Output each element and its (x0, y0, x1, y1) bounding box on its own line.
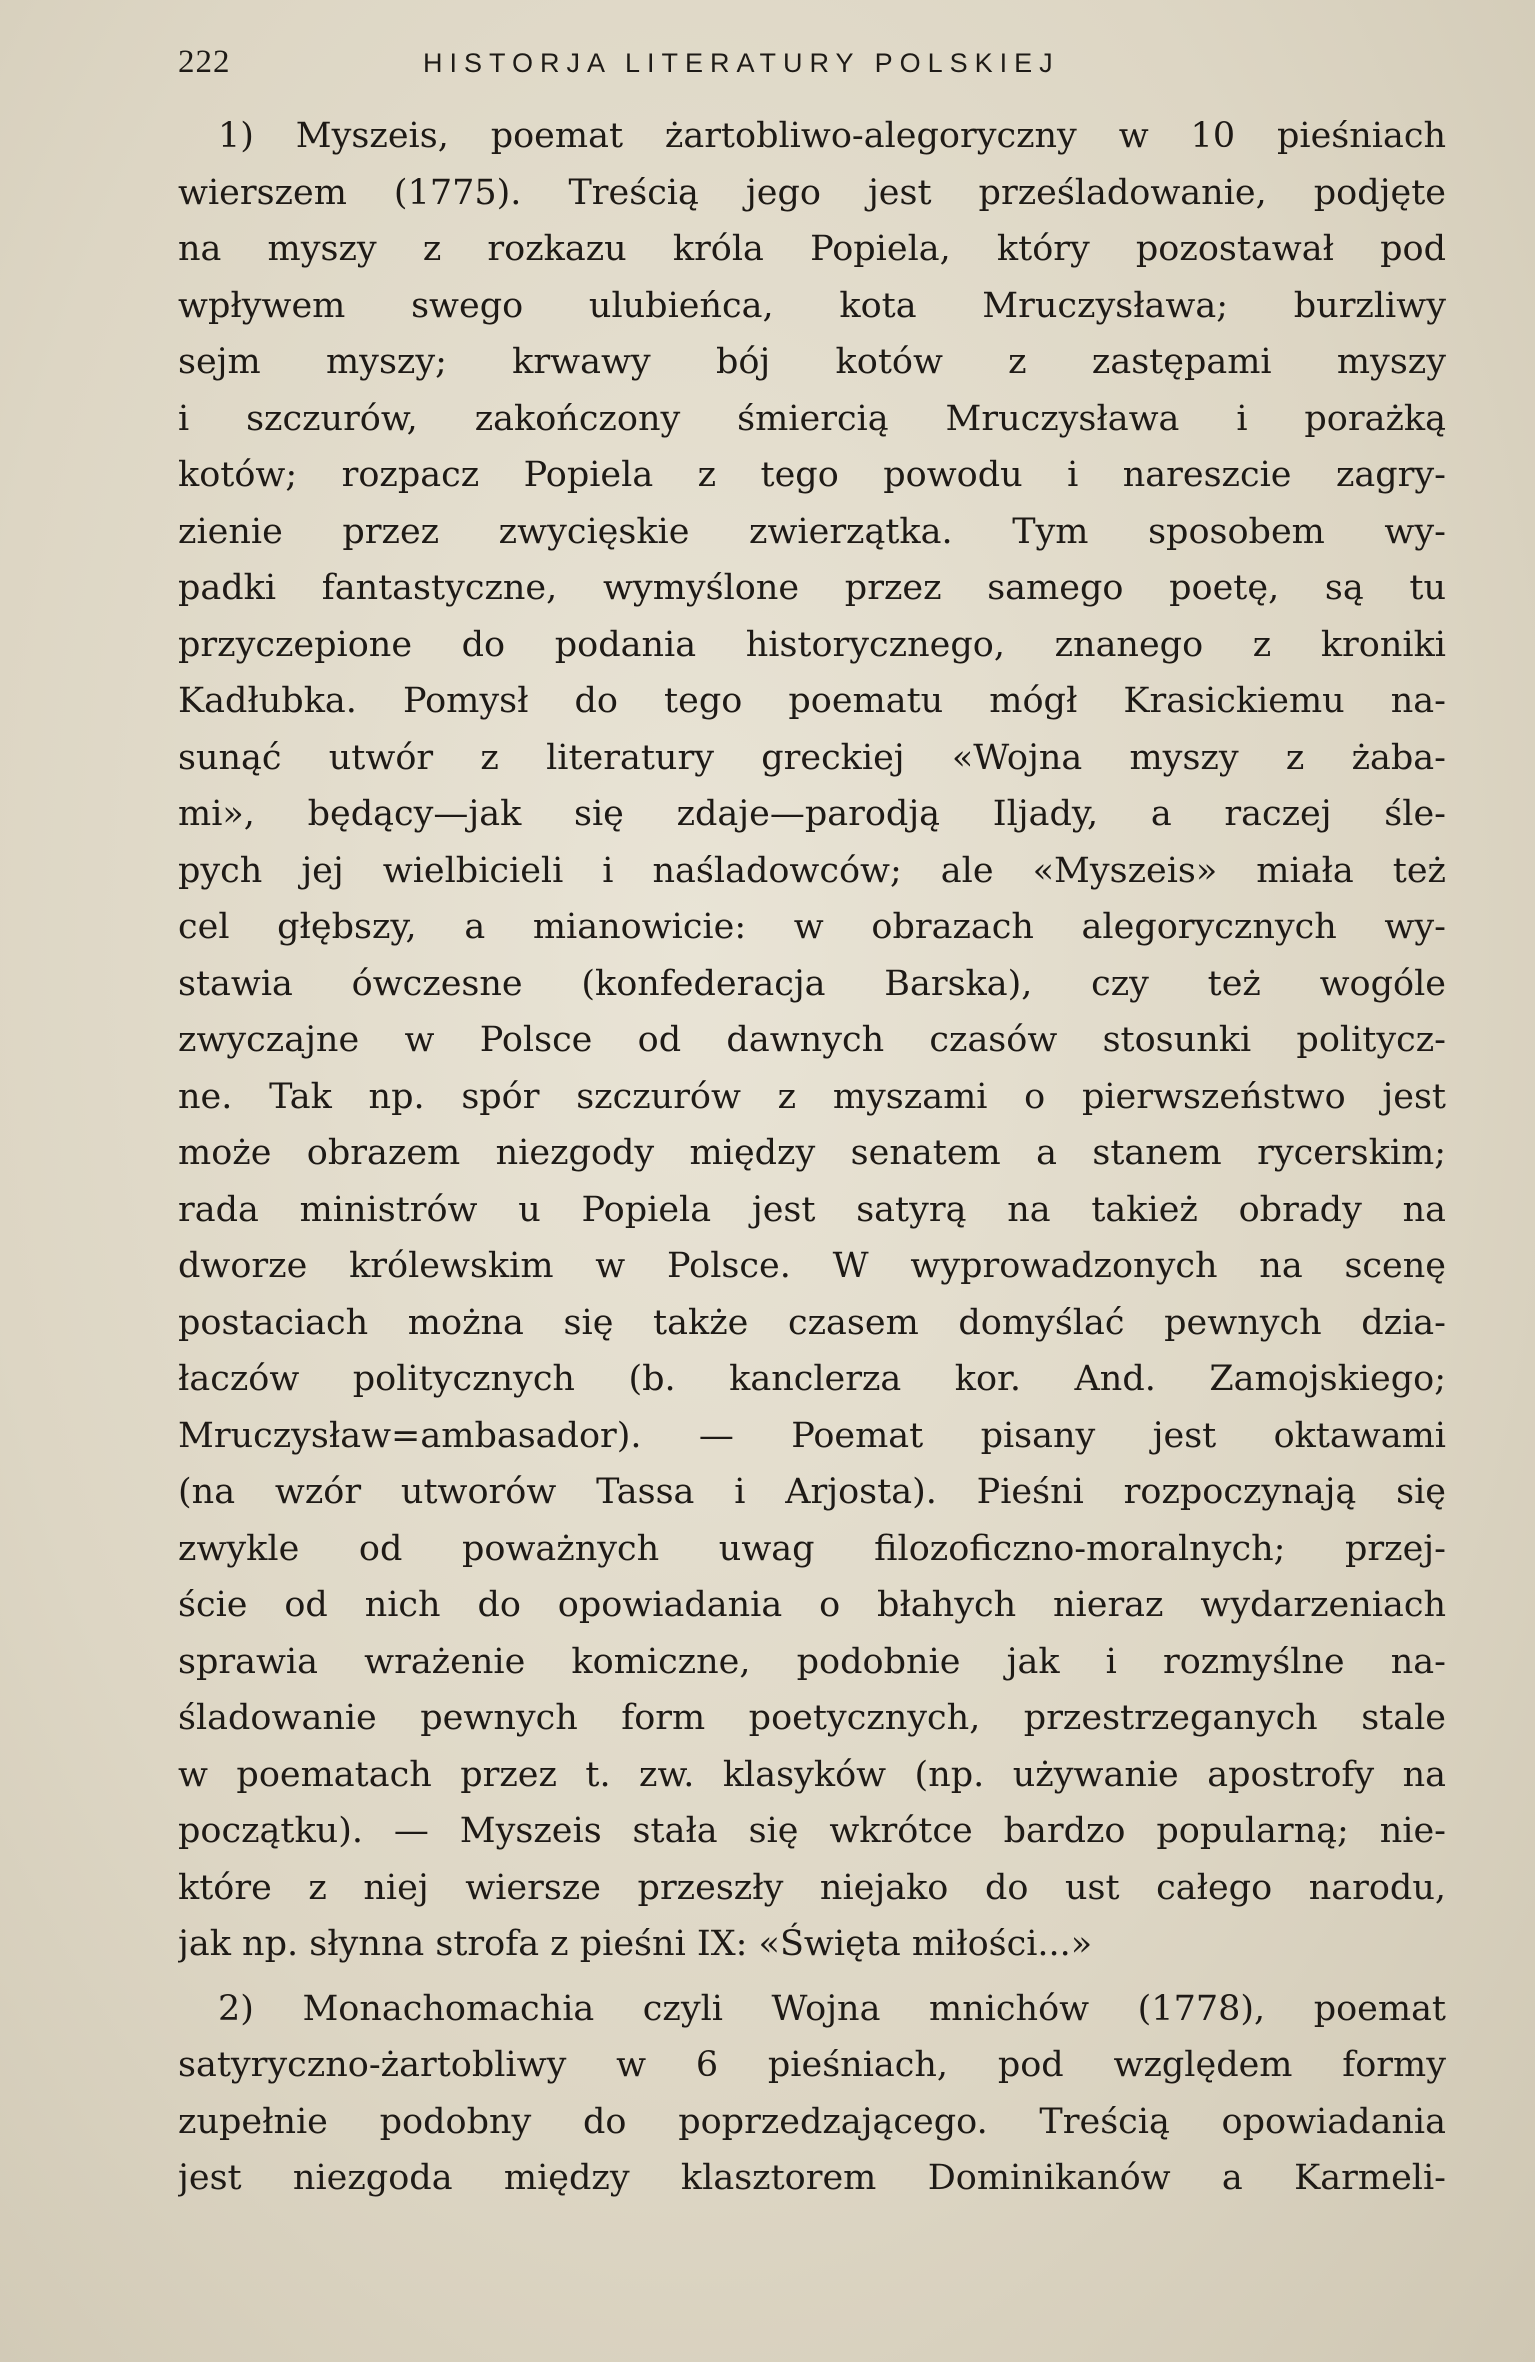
text-line: padki fantastyczne, wymyślone przez samego poetę, są tu (178, 568, 1446, 608)
text-line: wierszem (1775). Treścią jego jest prześladowanie, podjęte (178, 172, 1446, 213)
text-line: zienie przez zwycięskie zwierzątka. Tym sposobem wy- (178, 511, 1446, 552)
text-line: śladowanie pewnych form poetycznych, przestrzeganych stale (178, 1698, 1446, 1738)
paragraph-myszeis (178, 108, 1446, 1973)
text-line: w poematach przez t. zw. klasyków (np. używanie apostrofy na (178, 1754, 1446, 1795)
text-line: ne. Tak np. spór szczurów z myszami o pierwszeństwo jest (178, 1076, 1446, 1117)
text-line: sprawia wrażenie komiczne, podobnie jak i rozmyślne na- (178, 1641, 1446, 1682)
paragraph-monachomachia (178, 1981, 1446, 2207)
text-line: stawia ówczesne (konfederacja Barska), czy też wogóle (178, 963, 1446, 1004)
text-line: ście od nich do opowiadania o błahych nieraz wydarzeniach (178, 1585, 1446, 1625)
text-line: przyczepione do podania historycznego, znanego z kroniki (178, 624, 1446, 665)
running-title: HISTORJA LITERATURY POLSKIEJ (423, 48, 1060, 78)
text-line: zwykle od poważnych uwag filozoficzno-moralnych; przej- (178, 1528, 1446, 1569)
text-line: cel głębszy, a mianowicie: w obrazach alegorycznych wy- (178, 907, 1446, 947)
page-number: 222 (178, 44, 231, 80)
text-line: początku). — Myszeis stała się wkrótce bardzo popularną; nie- (178, 1811, 1446, 1851)
body-text (178, 108, 1446, 2207)
text-line: jest niezgoda między klasztorem Dominikanów a Karmeli- (178, 2158, 1446, 2198)
text-line: łaczów politycznych (b. kanclerza kor. And. Zamojskiego; (178, 1359, 1446, 1399)
text-line: sunąć utwór z literatury greckiej «Wojna myszy z żaba- (178, 737, 1446, 778)
text-line: postaciach można się także czasem domyślać pewnych dzia- (178, 1302, 1446, 1343)
text-line: które z niej wiersze przeszły niejako do ust całego narodu, (178, 1867, 1446, 1908)
text-line: rada ministrów u Popiela jest satyrą na takież obrady na (178, 1189, 1446, 1230)
text-line: satyryczno-żartobliwy w 6 pieśniach, pod względem formy (178, 2045, 1446, 2085)
text-line: 2) Monachomachia czyli Wojna mnichów (1778), poemat (218, 1988, 1446, 2029)
text-line: i szczurów, zakończony śmiercią Mruczysława i porażką (178, 398, 1446, 439)
text-line: 1) Myszeis, poemat żartobliwo-alegoryczny w 10 pieśniach (218, 116, 1446, 156)
text-line: może obrazem niezgody między senatem a stanem rycerskim; (178, 1133, 1446, 1173)
text-line: dworze królewskim w Polsce. W wyprowadzonych na scenę (178, 1246, 1446, 1286)
text-line: zwyczajne w Polsce od dawnych czasów stosunki politycz- (178, 1020, 1446, 1060)
text-line: zupełnie podobny do poprzedzającego. Treścią opowiadania (178, 2101, 1446, 2142)
text-line: mi», będący—jak się zdaje—parodją Iljady, a raczej ślе- (178, 794, 1446, 834)
page-header (178, 44, 1358, 94)
text-line: sejm myszy; krwawy bój kotów z zastępami myszy (178, 342, 1446, 382)
text-line: Mruczysław=ambasador). — Poemat pisany jest oktawami (178, 1415, 1446, 1456)
text-line: (na wzór utworów Tassa i Arjosta). Pieśni rozpoczynają się (178, 1472, 1446, 1512)
text-line: kotów; rozpacz Popiela z tego powodu i nareszcie zagry- (178, 455, 1446, 495)
text-line: pych jej wielbicieli i naśladowców; ale «Myszeis» miała też (178, 850, 1446, 891)
text-line: wpływem swego ulubieńca, kota Mruczysława; burzliwy (178, 285, 1446, 326)
text-line: jak np. słynna strofa z pieśni IX: «Święta miłości...» (178, 1924, 1093, 1964)
text-line: Kadłubka. Pomysł do tego poematu mógł Krasickiemu na- (178, 681, 1446, 721)
text-line: na myszy z rozkazu króla Popiela, który pozostawał pod (178, 229, 1446, 269)
